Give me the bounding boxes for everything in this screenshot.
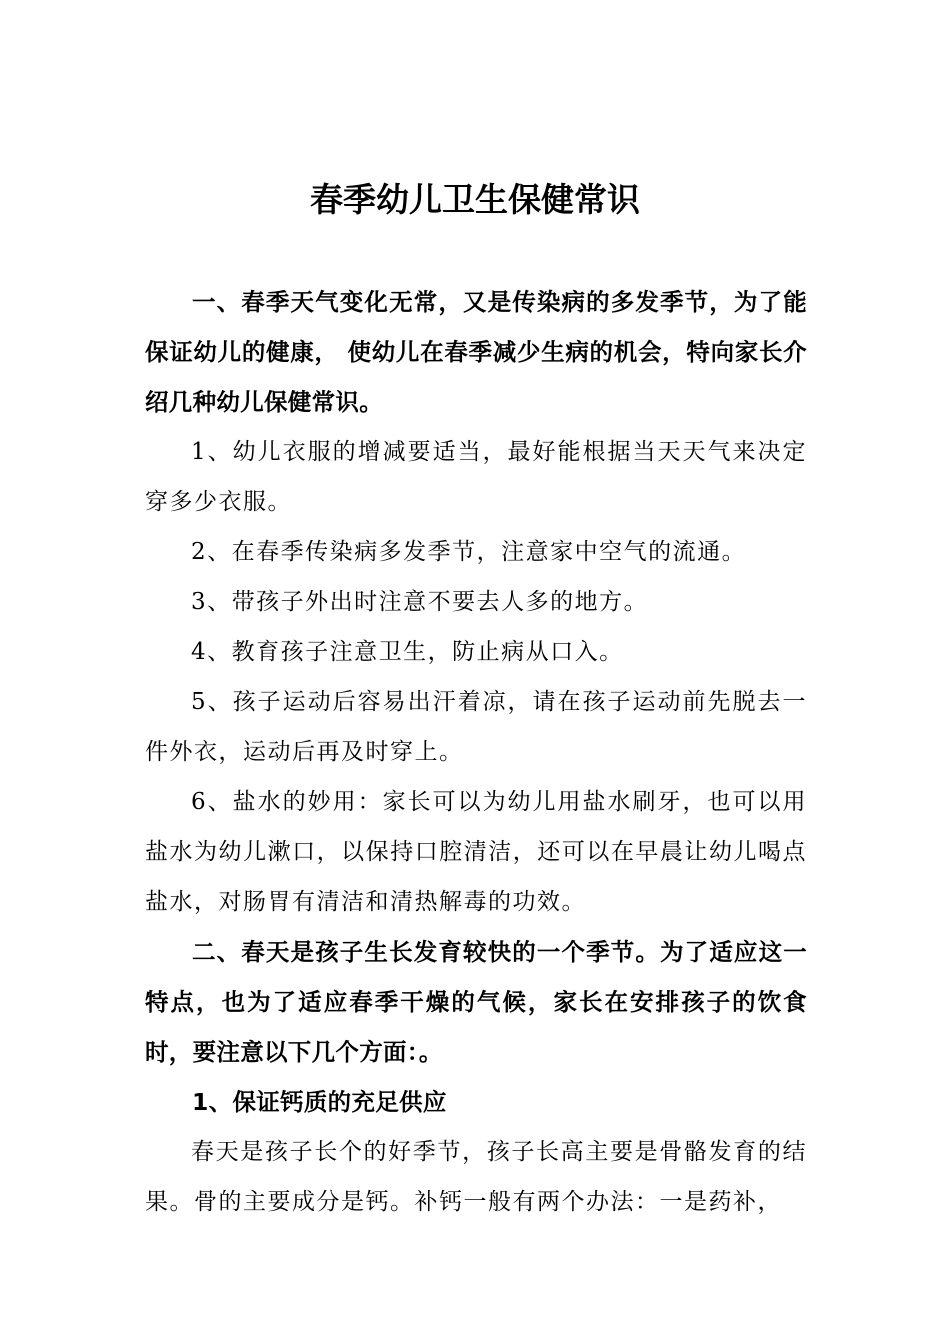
section-2-intro: 二、春天是孩子生长发育较快的一个季节。为了适应这一特点，也为了适应春季干燥的气候，家长在安排孩子的饮食时，要注意以下几个方面：。 [145, 938, 807, 1066]
tip-4-hygiene: 4、教育孩子注意卫生，防止病从口入。 [191, 639, 624, 665]
diet-paragraph-calcium: 春天是孩子长个的好季节，孩子长高主要是骨骼发育的结果。骨的主要成分是钙。补钙一般有两个办法：一是药补， [145, 1139, 807, 1215]
tip-3-crowds: 3、带孩子外出时注意不要去人多的地方。 [191, 589, 649, 615]
document-body [145, 277, 807, 1227]
tip-1-clothing: 1、幼儿衣服的增减要适当，最好能根据当天天气来决定穿多少衣服。 [145, 439, 807, 515]
tip-6-salt-water: 6、盐水的妙用：家长可以为幼儿用盐水刷牙，也可以用盐水为幼儿漱口，以保持口腔清洁，还可以在早晨让幼儿喝点盐水，对肠胃有清洁和清热解毒的功效。 [145, 789, 807, 915]
section-1-intro: 一、春季天气变化无常，又是传染病的多发季节，为了能保证幼儿的健康， 使幼儿在春季减少生病的机会，特向家长介绍几种幼儿保健常识。 [145, 288, 807, 416]
tip-2-ventilation: 2、在春季传染病多发季节，注意家中空气的流通。 [191, 539, 747, 565]
diet-heading-1-calcium: 1、保证钙质的充足供应 [192, 1088, 447, 1116]
tip-5-exercise: 5、孩子运动后容易出汗着凉，请在孩子运动前先脱去一件外衣，运动后再及时穿上。 [145, 689, 807, 765]
document-title: 春季幼儿卫生保健常识 [310, 180, 640, 219]
